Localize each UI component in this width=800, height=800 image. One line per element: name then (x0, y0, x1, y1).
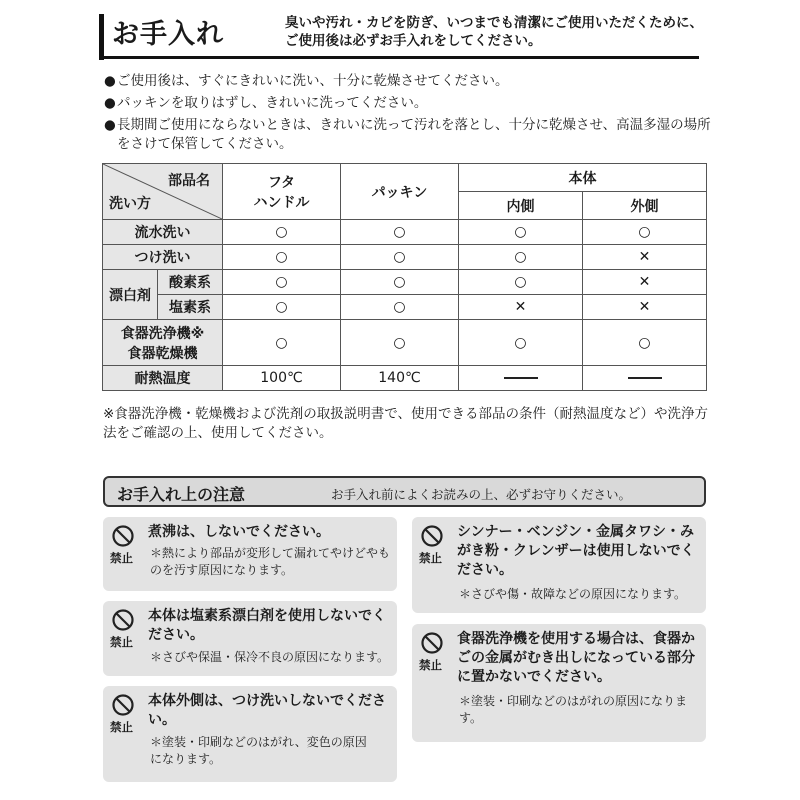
mark-ok: ○ (583, 220, 707, 245)
table-row (103, 320, 707, 366)
column-axis-label: 部品名 (168, 173, 210, 189)
mark-ng: ✕ (459, 295, 583, 320)
caution-title: お手入れ上の注意 (117, 485, 246, 504)
prohibited-icon (420, 524, 444, 548)
caution-header (103, 476, 706, 507)
mark-ok: ○ (341, 245, 459, 270)
mark-ok: ○ (223, 320, 341, 366)
mark-ok: ○ (459, 320, 583, 366)
row-label-chlorine: 塩素系 (158, 295, 223, 320)
mark-ok: ○ (459, 245, 583, 270)
mark-ok: ○ (341, 270, 459, 295)
table-footnote: ※食器洗浄機・乾燥機および洗剤の取扱説明書で、使用できる部品の条件（耐熱温度など）や洗浄方法をご確認の上、使用してください。 (103, 406, 709, 441)
caution-subtitle: お手入れ前によくお読みの上、必ずお守りください。 (331, 487, 632, 502)
washing-methods-table (102, 163, 707, 391)
header-body: 本体 (459, 164, 707, 192)
caution-note-text: ＊塗装・印刷などのはがれの原因になります。 (459, 694, 688, 725)
mark-ok: ○ (341, 320, 459, 366)
list-item (104, 94, 714, 113)
list-item (104, 72, 714, 91)
table-row (103, 220, 707, 245)
bullet-text: パッキンを取りはずし、きれいに洗ってください。 (117, 95, 428, 111)
prohibited-label: 禁止 (419, 551, 442, 565)
dishwasher-label: 食器洗浄機※ (120, 325, 205, 342)
row-label-bleach: 漂白剤 (103, 270, 158, 320)
mark-ng: ✕ (583, 245, 707, 270)
care-instructions-list (104, 72, 714, 157)
dash-mark (628, 377, 662, 379)
header-lid-handle (223, 164, 341, 220)
caution-note-text: ＊さびや傷・故障などの原因になります。 (459, 587, 687, 601)
caution-box (412, 517, 706, 613)
prohibited-label: 禁止 (419, 658, 442, 672)
caution-box (103, 601, 397, 676)
mark-ok: ○ (459, 220, 583, 245)
header-packing: パッキン (341, 164, 459, 220)
mark-ok: ○ (223, 295, 341, 320)
mark-ok: ○ (341, 220, 459, 245)
table-row (103, 245, 707, 270)
caution-note-text: ＊さびや保温・保冷不良の原因になります。 (150, 650, 390, 664)
heat-value-inner-none (459, 366, 583, 391)
row-label-soak: つけ洗い (103, 245, 223, 270)
caution-box (103, 517, 397, 591)
prohibited-label: 禁止 (110, 720, 133, 734)
prohibited-label: 禁止 (110, 635, 133, 649)
dash-mark (504, 377, 538, 379)
caution-box (103, 686, 397, 782)
mark-ok: ○ (223, 220, 341, 245)
table-row (103, 295, 707, 320)
heat-value-outer-none (583, 366, 707, 391)
prohibited-icon (111, 608, 135, 632)
table-corner-header (103, 164, 223, 220)
caution-main-text: 本体は塩素系漂白剤を使用しないでください。 (148, 608, 386, 643)
mark-ok: ○ (223, 245, 341, 270)
header-body-outer: 外側 (583, 192, 707, 220)
caution-note-text: ＊熱により部品が変形して漏れてやけどやものを汚す原因になります。 (150, 546, 391, 577)
prohibited-label: 禁止 (110, 551, 133, 565)
bullet-mark: ● (104, 95, 116, 111)
mark-ng: ✕ (583, 270, 707, 295)
mark-ok: ○ (341, 295, 459, 320)
row-label-oxygen: 酸素系 (158, 270, 223, 295)
caution-note-text: ＊塗装・印刷などのはがれ、変色の原因になります。 (150, 735, 367, 766)
bullet-text: ご使用後は、すぐにきれいに洗い、十分に乾燥させてください。 (117, 73, 509, 89)
header-handle-label: ハンドル (253, 194, 310, 211)
dish-dryer-label: 食器乾燥機 (127, 345, 198, 362)
prohibited-icon (111, 524, 135, 548)
mark-ok: ○ (223, 270, 341, 295)
caution-main-text: 煮沸は、しないでください。 (148, 524, 330, 540)
header-accent-bar (99, 14, 104, 60)
mark-ok: ○ (583, 320, 707, 366)
row-label-heat-resistance: 耐熱温度 (103, 366, 223, 391)
table-row (103, 366, 707, 391)
table-row (103, 270, 707, 295)
row-label-dishwasher (103, 320, 223, 366)
bullet-mark: ● (104, 117, 116, 133)
page-title: お手入れ (112, 19, 224, 50)
caution-main-text: 食器洗浄機を使用する場合は、食器かごの金属がむき出しになっている部分に置かないでください。 (457, 631, 695, 685)
heat-value-packing: 140℃ (341, 366, 459, 391)
bullet-text: 長期間ご使用にならないときは、きれいに洗って汚れを落とし、十分に乾燥させ、高温多湿の場所をさけて保管してください。 (117, 117, 711, 152)
prohibited-icon (420, 631, 444, 655)
caution-box (412, 624, 706, 742)
header-lid-label: フタ (267, 174, 296, 191)
row-label-running-water: 流水洗い (103, 220, 223, 245)
header-underline (99, 56, 699, 59)
mark-ng: ✕ (583, 295, 707, 320)
prohibited-icon (111, 693, 135, 717)
mark-ok: ○ (459, 270, 583, 295)
caution-main-text: 本体外側は、つけ洗いしないでください。 (148, 693, 386, 728)
list-item (104, 116, 714, 154)
caution-main-text: シンナー・ベンジン・金属タワシ・みがき粉・クレンザーは使用しないでください。 (457, 524, 695, 578)
heat-value-lid: 100℃ (223, 366, 341, 391)
header-body-inner: 内側 (459, 192, 583, 220)
row-axis-label: 洗い方 (109, 196, 151, 212)
bullet-mark: ● (104, 73, 116, 89)
header-description: 臭いや汚れ・カビを防ぎ、いつまでも清潔にご使用いただくために、ご使用後は必ずお手入れをしてください。 (285, 15, 703, 49)
